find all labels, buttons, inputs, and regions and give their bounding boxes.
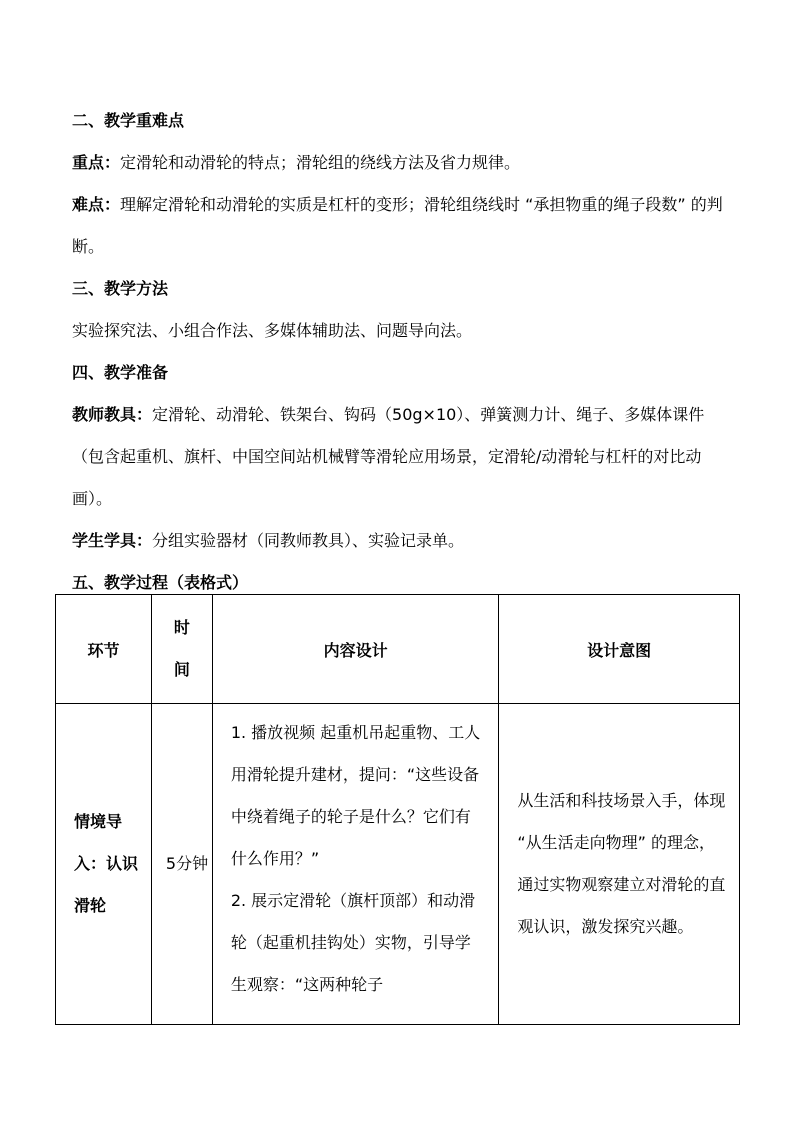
difficulty-paragraph [72,184,732,268]
teacher-materials-text: 定滑轮、动滑轮、铁架台、钩码（50g×10）、弹簧测力计、绳子、多媒体课件（包含起重机、旗杆、中国空间站机械臂等滑轮应用场景，定滑轮/动滑轮与杠杆的对比动画）。 [72,405,705,508]
row-time: 5分钟 [151,704,212,1025]
row-stage: 情境导入：认识滑轮 [56,704,152,1025]
header-content: 内容设计 [212,595,499,704]
table-header-row [56,595,740,704]
row-intent: 从生活和科技场景入手，体现 “从生活走向物理” 的理念，通过实物观察建立对滑轮的直观认识，激发探究兴趣。 [499,704,740,1025]
key-points-paragraph [72,142,742,184]
section-heading-methods: 三、教学方法 [72,279,169,298]
header-time-line2: 间 [173,660,190,679]
difficulty-label: 难点： [72,195,121,214]
row-content [212,704,499,1025]
section-heading-difficulties: 二、教学重难点 [72,111,185,130]
difficulty-text: 理解定滑轮和动滑轮的实质是杠杆的变形；滑轮组绕线时 “承担物重的绳子段数” 的判断。 [72,195,723,256]
document-body [72,100,742,604]
student-materials-label: 学生学具： [72,531,153,550]
student-materials-text: 分组实验器材（同教师教具）、实验记录单。 [152,531,465,550]
teaching-process-table [55,594,740,1025]
header-stage: 环节 [56,595,152,704]
teacher-materials-label: 教师教具： [72,405,153,424]
content-item-1: 1. 播放视频 起重机吊起重物、工人用滑轮提升建材，提问：“这些设备中绕着绳子的轮子是什么？它们有什么作用？” [230,723,481,868]
methods-text: 实验探究法、小组合作法、多媒体辅助法、问题导向法。 [72,321,473,340]
section-heading-process: 五、教学过程（表格式） [72,573,249,592]
student-materials-paragraph [72,520,742,562]
key-points-label: 重点： [72,153,121,172]
header-intent: 设计意图 [499,595,740,704]
header-time [151,595,212,704]
section-heading-preparation: 四、教学准备 [72,363,169,382]
key-points-text: 定滑轮和动滑轮的特点；滑轮组的绕线方法及省力规律。 [120,153,521,172]
table-row [56,704,740,1025]
teacher-materials-paragraph [72,394,732,520]
content-item-2: 2. 展示定滑轮（旗杆顶部）和动滑轮（起重机挂钩处）实物，引导学生观察：“这两种轮子 [230,891,476,994]
header-time-line1: 时 [173,618,190,637]
